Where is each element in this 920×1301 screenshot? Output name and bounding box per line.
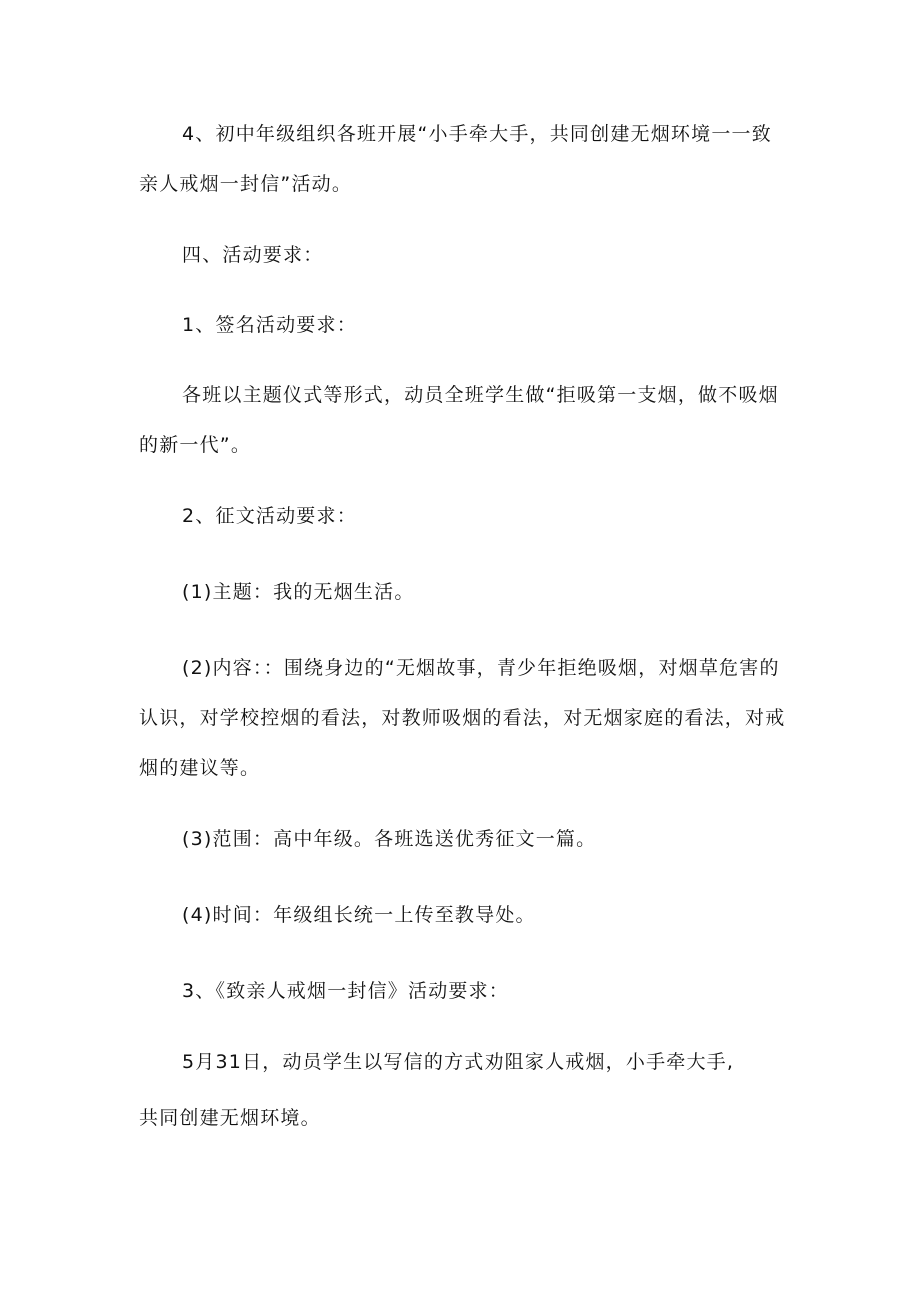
paragraph-letter-line-1: 5月31日，动员学生以写信的方式劝阻家人戒烟，小手牵大手, bbox=[182, 1051, 735, 1073]
subheading-signature-activity: 1、签名活动要求： bbox=[182, 314, 357, 336]
paragraph-signature-line-1: 各班以主题仪式等形式，动员全班学生做“拒吸第一支烟，做不吸烟 bbox=[182, 384, 779, 406]
essay-item-content-line-1: (2)内容：：围绕身边的“无烟故事，青少年拒绝吸烟，对烟草危害的 bbox=[182, 657, 780, 679]
subheading-essay-activity: 2、征文活动要求： bbox=[182, 505, 357, 527]
paragraph-1-line-1: 4、初中年级组织各班开展“小手牵大手，共同创建无烟环境一一致 bbox=[182, 123, 772, 145]
paragraph-signature-line-2: 的新一代”。 bbox=[139, 434, 252, 456]
paragraph-1-line-2: 亲人戒烟一封信”活动。 bbox=[139, 173, 353, 195]
paragraph-letter-line-2: 共同创建无烟环境。 bbox=[139, 1107, 321, 1129]
essay-item-content-line-3: 烟的建议等。 bbox=[139, 757, 261, 779]
subheading-letter-activity: 3、《致亲人戒烟一封信》活动要求： bbox=[182, 980, 509, 1002]
essay-item-time: (4)时间：年级组长统一上传至教导处。 bbox=[182, 904, 536, 926]
section-heading-requirements: 四、活动要求： bbox=[182, 244, 324, 266]
essay-item-scope: (3)范围：高中年级。各班选送优秀征文一篇。 bbox=[182, 828, 597, 850]
essay-item-content-line-2: 认识，对学校控烟的看法，对教师吸烟的看法，对无烟家庭的看法，对戒 bbox=[139, 707, 786, 729]
essay-item-theme: (1)主题：我的无烟生活。 bbox=[182, 581, 415, 603]
